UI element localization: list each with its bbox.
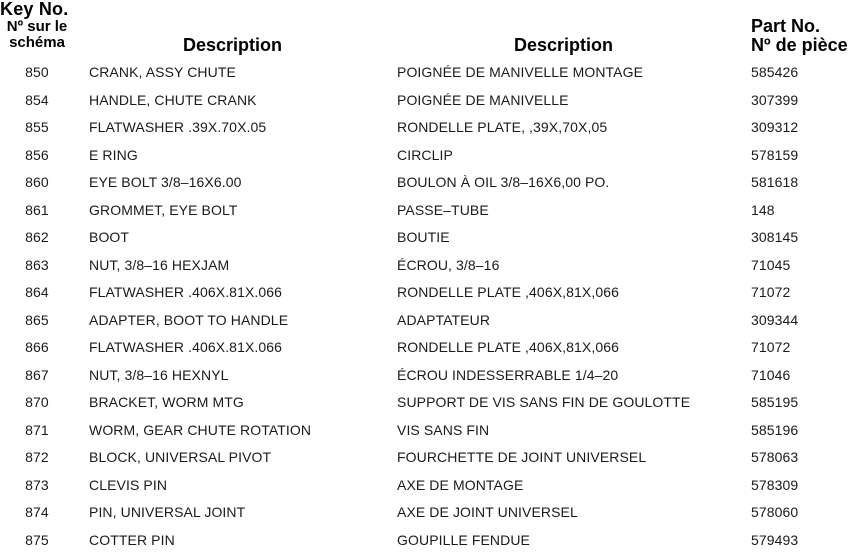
key-number-cell: 850 xyxy=(20,64,54,80)
description-fr-cell: BOUTIE xyxy=(397,229,450,245)
part-number-cell: 581618 xyxy=(751,174,798,190)
table-row xyxy=(0,278,855,306)
key-number-cell: 855 xyxy=(20,119,54,135)
description-fr-cell: ÉCROU INDESSERRABLE 1/4–20 xyxy=(397,367,618,383)
part-number-cell: 309312 xyxy=(751,119,798,135)
description-en-cell: BRACKET, WORM MTG xyxy=(89,394,244,410)
description-fr-cell: RONDELLE PLATE ,406X,81X,066 xyxy=(397,339,619,355)
table-row xyxy=(0,361,855,389)
description-fr-cell: ADAPTATEUR xyxy=(397,312,490,328)
table-row xyxy=(0,223,855,251)
parts-table xyxy=(0,58,855,553)
part-number-cell: 585196 xyxy=(751,422,798,438)
description-en-cell: ADAPTER, BOOT TO HANDLE xyxy=(89,312,288,328)
part-number-cell: 71072 xyxy=(751,339,790,355)
description-fr-cell: POIGNÉE DE MANIVELLE xyxy=(397,92,569,108)
description-fr-cell: RONDELLE PLATE ,406X,81X,066 xyxy=(397,284,619,300)
key-number-cell: 856 xyxy=(20,147,54,163)
description-fr-cell: POIGNÉE DE MANIVELLE MONTAGE xyxy=(397,64,643,80)
table-row xyxy=(0,526,855,553)
description-fr-cell: VIS SANS FIN xyxy=(397,422,489,438)
description-en-cell: GROMMET, EYE BOLT xyxy=(89,202,237,218)
description-fr-cell: FOURCHETTE DE JOINT UNIVERSEL xyxy=(397,449,646,465)
description-fr-cell: AXE DE MONTAGE xyxy=(397,477,523,493)
description-en-cell: CLEVIS PIN xyxy=(89,477,167,493)
table-row xyxy=(0,443,855,471)
part-number-cell: 309344 xyxy=(751,312,798,328)
description-en-cell: CRANK, ASSY CHUTE xyxy=(89,64,236,80)
description-en-cell: E RING xyxy=(89,147,138,163)
description-en-cell: HANDLE, CHUTE CRANK xyxy=(89,92,257,108)
part-number-header xyxy=(751,17,848,54)
part-number-cell: 71072 xyxy=(751,284,790,300)
table-row xyxy=(0,168,855,196)
key-number-cell: 875 xyxy=(20,532,54,548)
part-number-header-en: Part No. xyxy=(751,17,848,35)
key-number-header-fr-line1: Nº sur le xyxy=(2,19,72,34)
key-number-cell: 862 xyxy=(20,229,54,245)
description-en-cell: FLATWASHER .406X.81X.066 xyxy=(89,284,282,300)
key-number-cell: 874 xyxy=(20,504,54,520)
key-number-cell: 866 xyxy=(20,339,54,355)
part-number-cell: 585426 xyxy=(751,64,798,80)
description-fr-cell: CIRCLIP xyxy=(397,147,453,163)
description-en-header: Description xyxy=(183,36,282,54)
description-en-cell: FLATWASHER .39X.70X.05 xyxy=(89,119,266,135)
key-number-cell: 854 xyxy=(20,92,54,108)
key-number-cell: 863 xyxy=(20,257,54,273)
part-number-cell: 71046 xyxy=(751,367,790,383)
description-en-cell: WORM, GEAR CHUTE ROTATION xyxy=(89,422,311,438)
description-en-cell: EYE BOLT 3/8–16X6.00 xyxy=(89,174,241,190)
table-row xyxy=(0,141,855,169)
description-en-cell: NUT, 3/8–16 HEXNYL xyxy=(89,367,229,383)
part-number-cell: 585195 xyxy=(751,394,798,410)
table-row xyxy=(0,86,855,114)
key-number-header-en: Key No. xyxy=(0,0,72,18)
description-fr-header: Description xyxy=(514,36,613,54)
description-fr-cell: BOULON À OIL 3/8–16X6,00 PO. xyxy=(397,174,609,190)
description-en-cell: BOOT xyxy=(89,229,129,245)
part-number-cell: 307399 xyxy=(751,92,798,108)
key-number-cell: 860 xyxy=(20,174,54,190)
key-number-cell: 871 xyxy=(20,422,54,438)
table-row xyxy=(0,58,855,86)
key-number-cell: 864 xyxy=(20,284,54,300)
key-number-cell: 873 xyxy=(20,477,54,493)
key-number-cell: 870 xyxy=(20,394,54,410)
table-row xyxy=(0,388,855,416)
description-fr-cell: RONDELLE PLATE, ,39X,70X,05 xyxy=(397,119,607,135)
part-number-cell: 578060 xyxy=(751,504,798,520)
key-number-cell: 872 xyxy=(20,449,54,465)
part-number-cell: 578309 xyxy=(751,477,798,493)
table-row xyxy=(0,196,855,224)
table-row xyxy=(0,498,855,526)
key-number-header xyxy=(2,0,72,50)
part-number-header-fr: Nº de pièce xyxy=(751,36,848,54)
description-fr-cell: PASSE–TUBE xyxy=(397,202,489,218)
description-en-cell: COTTER PIN xyxy=(89,532,175,548)
key-number-cell: 865 xyxy=(20,312,54,328)
part-number-cell: 71045 xyxy=(751,257,790,273)
description-fr-cell: AXE DE JOINT UNIVERSEL xyxy=(397,504,578,520)
table-row xyxy=(0,471,855,499)
description-en-cell: NUT, 3/8–16 HEXJAM xyxy=(89,257,229,273)
description-en-cell: BLOCK, UNIVERSAL PIVOT xyxy=(89,449,271,465)
table-row xyxy=(0,306,855,334)
description-en-cell: PIN, UNIVERSAL JOINT xyxy=(89,504,245,520)
key-number-header-fr-line2: schéma xyxy=(2,35,72,50)
description-fr-cell: ÉCROU, 3/8–16 xyxy=(397,257,499,273)
description-fr-cell: SUPPORT DE VIS SANS FIN DE GOULOTTE xyxy=(397,394,690,410)
description-fr-cell: GOUPILLE FENDUE xyxy=(397,532,530,548)
table-row xyxy=(0,113,855,141)
part-number-cell: 578063 xyxy=(751,449,798,465)
part-number-cell: 578159 xyxy=(751,147,798,163)
part-number-cell: 579493 xyxy=(751,532,798,548)
part-number-cell: 148 xyxy=(751,202,775,218)
table-row xyxy=(0,251,855,279)
part-number-cell: 308145 xyxy=(751,229,798,245)
table-row xyxy=(0,416,855,444)
description-en-cell: FLATWASHER .406X.81X.066 xyxy=(89,339,282,355)
key-number-cell: 861 xyxy=(20,202,54,218)
table-row xyxy=(0,333,855,361)
key-number-cell: 867 xyxy=(20,367,54,383)
